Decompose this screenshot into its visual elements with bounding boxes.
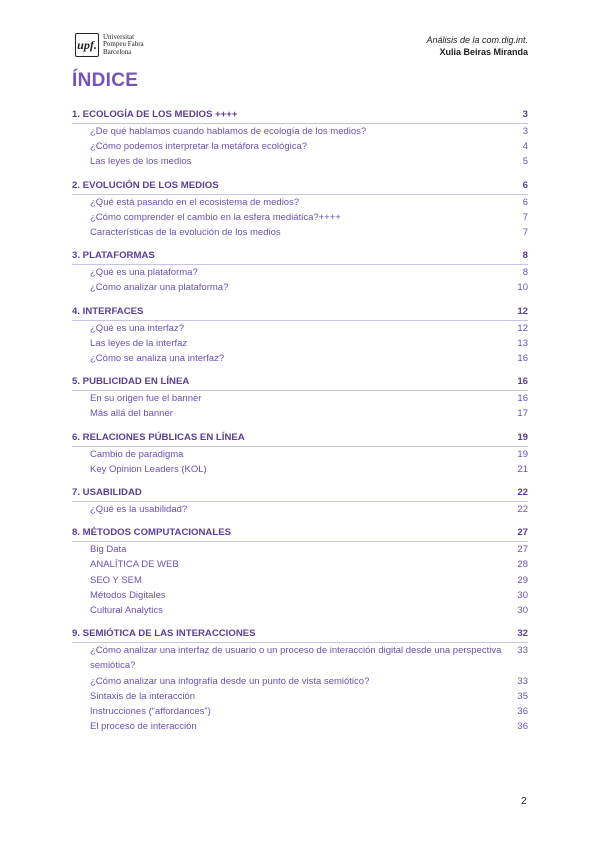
toc-item-title: Características de la evolución de los medios xyxy=(90,227,281,239)
toc-item[interactable] xyxy=(72,704,528,719)
toc-item[interactable] xyxy=(72,139,528,154)
toc-item[interactable] xyxy=(72,225,528,240)
toc-page-number: 12 xyxy=(517,305,528,317)
toc-page-number: 36 xyxy=(517,721,528,733)
page-title: ÍNDICE xyxy=(72,70,139,91)
toc-item-title: SEO Y SEM xyxy=(90,574,142,586)
toc-item-title: ¿Cómo podemos interpretar la metáfora ecológica? xyxy=(90,141,308,153)
toc-section-title: 9. SEMIÓTICA DE LAS INTERACCIONES xyxy=(72,628,256,640)
table-of-contents xyxy=(72,107,528,734)
toc-page-number: 33 xyxy=(517,675,528,687)
page-number: 2 xyxy=(521,796,527,807)
toc-item[interactable] xyxy=(72,406,528,421)
toc-section[interactable] xyxy=(72,248,528,265)
toc-item-title: Las leyes de la interfaz xyxy=(90,337,188,349)
toc-page-number: 27 xyxy=(517,527,528,539)
toc-page-number: 29 xyxy=(517,574,528,586)
toc-page-number: 16 xyxy=(517,353,528,365)
toc-item[interactable] xyxy=(72,542,528,557)
toc-page-number: 17 xyxy=(517,408,528,420)
toc-section-title: 8. MÉTODOS COMPUTACIONALES xyxy=(72,527,232,539)
toc-section-title: 3. PLATAFORMAS xyxy=(72,250,155,262)
toc-item[interactable] xyxy=(72,195,528,210)
toc-item-title: ¿Cómo analizar una plataforma? xyxy=(90,282,229,294)
toc-item[interactable] xyxy=(72,643,528,673)
toc-page-number: 8 xyxy=(522,267,528,279)
toc-item-title: El proceso de interacción xyxy=(90,721,197,733)
toc-item-title: ¿Qué es la usabilidad? xyxy=(90,504,188,516)
toc-item[interactable] xyxy=(72,391,528,406)
toc-page-number: 8 xyxy=(522,250,528,262)
toc-item[interactable] xyxy=(72,689,528,704)
toc-page-number: 30 xyxy=(517,605,528,617)
toc-item-title: ¿Qué es una plataforma? xyxy=(90,267,198,279)
logo-line: Pompeu Fabra xyxy=(103,40,144,49)
toc-item-title: ¿Cómo analizar una interfaz de usuario o un proceso de interacción digital desde una perspectiva semiótica? xyxy=(90,645,502,672)
toc-section[interactable] xyxy=(72,525,528,542)
toc-item[interactable] xyxy=(72,603,528,618)
toc-page-number: 16 xyxy=(517,376,528,388)
toc-page-number: 13 xyxy=(517,337,528,349)
toc-page-number: 33 xyxy=(517,645,528,657)
toc-page-number: 4 xyxy=(522,141,528,153)
toc-item[interactable] xyxy=(72,462,528,477)
toc-page-number: 19 xyxy=(517,431,528,443)
toc-item[interactable] xyxy=(72,265,528,280)
toc-section-title: 5. PUBLICIDAD EN LÍNEA xyxy=(72,376,190,388)
toc-page-number: 32 xyxy=(517,628,528,640)
toc-item[interactable] xyxy=(72,154,528,169)
toc-item[interactable] xyxy=(72,447,528,462)
toc-page-number: 36 xyxy=(517,706,528,718)
toc-item-title: Sintaxis de la interacción xyxy=(90,690,196,702)
toc-section[interactable] xyxy=(72,485,528,502)
toc-page-number: 21 xyxy=(517,463,528,475)
toc-item-title: ¿Qué es una interfaz? xyxy=(90,322,184,334)
toc-item-title: ¿Cómo comprender el cambio en la esfera mediática?++++ xyxy=(90,211,341,223)
toc-item[interactable] xyxy=(72,210,528,225)
logo-line: Barcelona xyxy=(103,47,132,56)
toc-item-title: Métodos Digitales xyxy=(90,589,166,601)
toc-item[interactable] xyxy=(72,502,528,517)
toc-page-number: 30 xyxy=(517,589,528,601)
toc-section-title: 2. EVOLUCIÓN DE LOS MEDIOS xyxy=(72,179,219,191)
toc-page-number: 16 xyxy=(517,393,528,405)
toc-section[interactable] xyxy=(72,430,528,447)
toc-item-title: Cambio de paradigma xyxy=(90,448,184,460)
toc-page-number: 10 xyxy=(517,282,528,294)
toc-section-title: 1. ECOLOGÍA DE LOS MEDIOS ++++ xyxy=(72,109,238,120)
toc-item[interactable] xyxy=(72,719,528,734)
toc-page-number: 27 xyxy=(517,544,528,556)
toc-section-title: 4. INTERFACES xyxy=(72,305,144,317)
toc-item-title: Instrucciones (“affordances”) xyxy=(90,706,211,718)
toc-section[interactable] xyxy=(72,178,528,195)
toc-item-title: ¿Cómo se analiza una interfaz? xyxy=(90,353,225,365)
toc-item[interactable] xyxy=(72,674,528,689)
page-header xyxy=(426,34,528,58)
toc-item[interactable] xyxy=(72,321,528,336)
toc-page-number: 22 xyxy=(517,504,528,516)
upf-logo-icon: upf. xyxy=(75,33,99,57)
toc-page-number: 19 xyxy=(517,448,528,460)
toc-section-title: 6. RELACIONES PÚBLICAS EN LÍNEA xyxy=(72,431,245,443)
toc-item-title: Cultural Analytics xyxy=(90,605,163,617)
toc-page-number: 3 xyxy=(522,126,528,137)
toc-page-number: 35 xyxy=(517,690,528,702)
toc-item-title: ¿De qué hablamos cuando hablamos de ecología de los medios? xyxy=(90,126,367,137)
toc-page-number: 28 xyxy=(517,559,528,571)
university-logo xyxy=(75,33,144,57)
toc-item-title: ¿Qué está pasando en el ecosistema de medios? xyxy=(90,196,300,208)
toc-page-number: 5 xyxy=(522,156,528,168)
toc-page-number: 6 xyxy=(522,179,528,191)
toc-item[interactable] xyxy=(72,351,528,366)
toc-item[interactable] xyxy=(72,588,528,603)
toc-item-title: Key Opinion Leaders (KOL) xyxy=(90,463,207,475)
toc-item-title: Las leyes de los medios xyxy=(90,156,192,168)
toc-item[interactable] xyxy=(72,124,528,139)
toc-page-number: 7 xyxy=(522,211,528,223)
toc-section[interactable] xyxy=(72,374,528,391)
toc-page-number: 6 xyxy=(522,196,528,208)
toc-section-title: 7. USABILIDAD xyxy=(72,487,142,499)
toc-page-number: 3 xyxy=(522,109,528,120)
toc-item-title: ¿Cómo analizar una infografía desde un punto de vista semiótico? xyxy=(90,675,370,687)
toc-section[interactable] xyxy=(72,626,528,643)
toc-item[interactable] xyxy=(72,280,528,295)
toc-item-title: Big Data xyxy=(90,544,127,556)
document-subtitle: Análisis de la com.dig.int. xyxy=(426,35,528,45)
toc-item-title: ANALÍTICA DE WEB xyxy=(90,559,179,571)
toc-page-number: 12 xyxy=(517,322,528,334)
university-name xyxy=(103,34,144,57)
logo-line: Universitat xyxy=(103,32,135,41)
toc-item[interactable] xyxy=(72,573,528,588)
toc-section[interactable] xyxy=(72,304,528,321)
toc-item-title: Más allá del banner xyxy=(90,408,173,420)
toc-item[interactable] xyxy=(72,336,528,351)
toc-item[interactable] xyxy=(72,557,528,572)
toc-page-number: 7 xyxy=(522,227,528,239)
toc-page-number: 22 xyxy=(517,487,528,499)
toc-item-title: En su origen fue el banner xyxy=(90,393,202,405)
toc-section[interactable] xyxy=(72,107,528,124)
author-name: Xulia Beiras Miranda xyxy=(439,47,528,57)
